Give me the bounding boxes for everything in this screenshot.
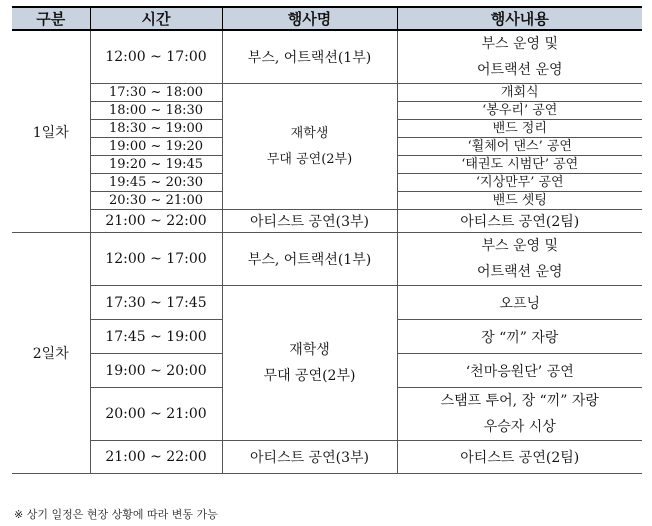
content-line: 어트랙션 운영 [476, 62, 563, 78]
content-cell: ‘천마응원단’ 공연 [397, 354, 642, 388]
time-cell: 20:00 ~ 21:00 [90, 388, 222, 441]
content-cell: ‘지상만무’ 공연 [397, 174, 642, 192]
time-cell: 21:00 ~ 22:00 [90, 210, 222, 233]
time-cell: 19:00 ~ 19:20 [90, 138, 222, 156]
header-content: 행사내용 [397, 7, 642, 30]
content-cell: 오프닝 [397, 286, 642, 320]
time-cell: 19:00 ~ 20:00 [90, 354, 222, 388]
content-cell: ‘봉우리’ 공연 [397, 102, 642, 120]
content-cell: 밴드 정리 [397, 120, 642, 138]
content-cell: 개회식 [397, 84, 642, 102]
event-line: 재학생 [290, 125, 329, 141]
table-row [12, 210, 642, 233]
time-cell: 17:30 ~ 18:00 [90, 84, 222, 102]
content-cell: 밴드 셋팅 [397, 192, 642, 210]
event-cell: 아티스트 공연(3부) [222, 441, 397, 474]
header-time: 시간 [90, 7, 222, 30]
table-row [12, 84, 642, 102]
time-cell: 19:20 ~ 19:45 [90, 156, 222, 174]
content-cell [397, 388, 642, 441]
time-cell: 18:30 ~ 19:00 [90, 120, 222, 138]
header-event: 행사명 [222, 7, 397, 30]
schedule-table [12, 6, 642, 474]
day2-label: 2일차 [12, 233, 90, 474]
content-cell: 장 “끼” 자랑 [397, 320, 642, 354]
time-cell: 17:45 ~ 19:00 [90, 320, 222, 354]
time-cell: 18:00 ~ 18:30 [90, 102, 222, 120]
time-cell: 12:00 ~ 17:00 [90, 233, 222, 286]
content-cell [397, 30, 642, 84]
header-row [12, 7, 642, 30]
time-cell: 12:00 ~ 17:00 [90, 30, 222, 84]
time-cell: 21:00 ~ 22:00 [90, 441, 222, 474]
content-cell: ‘태권도 시범단’ 공연 [397, 156, 642, 174]
time-cell: 17:30 ~ 17:45 [90, 286, 222, 320]
content-line: 우승자 시상 [483, 419, 556, 435]
event-cell: 부스, 어트랙션(1부) [222, 30, 397, 84]
time-cell: 19:45 ~ 20:30 [90, 174, 222, 192]
event-line: 무대 공연(2부) [263, 368, 356, 384]
event-cell: 부스, 어트랙션(1부) [222, 233, 397, 286]
table-row [12, 30, 642, 84]
event-line: 무대 공연(2부) [266, 151, 353, 167]
table-row [12, 286, 642, 320]
content-cell [397, 233, 642, 286]
footnote: ※ 상기 일정은 현장 상황에 따라 변동 가능 [14, 508, 218, 521]
table-row [12, 233, 642, 286]
event-line: 재학생 [289, 342, 330, 358]
content-cell: 아티스트 공연(2팀) [397, 210, 642, 233]
header-category: 구분 [12, 7, 90, 30]
content-cell: ‘휠체어 댄스’ 공연 [397, 138, 642, 156]
table-row [12, 441, 642, 474]
content-line: 부스 운영 및 [481, 36, 559, 52]
content-line: 부스 운영 및 [481, 238, 559, 254]
event-cell: 아티스트 공연(3부) [222, 210, 397, 233]
content-cell: 아티스트 공연(2팀) [397, 441, 642, 474]
event-cell-merged [222, 286, 397, 441]
day1-label: 1일차 [12, 30, 90, 233]
content-line: 어트랙션 운영 [476, 264, 563, 280]
content-line: 스탬프 투어, 장 “끼” 자랑 [440, 393, 599, 409]
event-cell-merged [222, 84, 397, 210]
time-cell: 20:30 ~ 21:00 [90, 192, 222, 210]
